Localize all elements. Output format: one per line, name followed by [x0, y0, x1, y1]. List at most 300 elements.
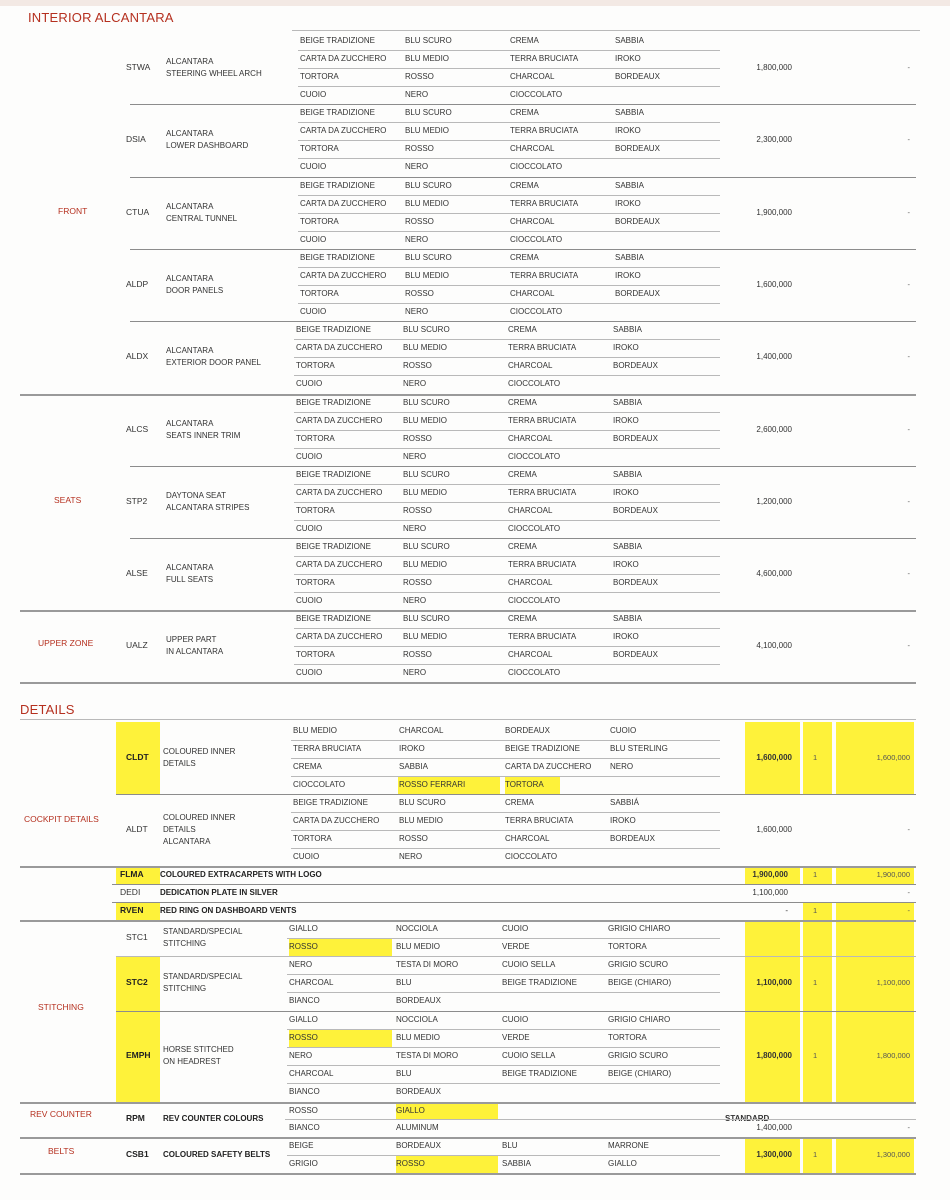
row-divider	[298, 195, 720, 196]
option-description: SEATS INNER TRIM	[166, 431, 241, 440]
colour-option: BEIGE TRADIZIONE	[300, 253, 375, 262]
colour-option: CREMA	[510, 108, 539, 117]
section-divider	[20, 866, 916, 868]
colour-option: SABBIA	[615, 181, 644, 190]
colour-option: TORTORA	[296, 361, 335, 370]
option-price: 1,900,000	[756, 208, 792, 217]
colour-option: BORDEAUX	[610, 834, 655, 843]
colour-option: BORDEAUX	[613, 506, 658, 515]
section-divider	[20, 920, 916, 922]
colour-option: NERO	[403, 452, 427, 461]
option-description: HORSE STITCHED	[163, 1045, 234, 1054]
colour-option: BLU SCURO	[403, 470, 450, 479]
colour-option: BORDEAUX	[396, 996, 441, 1005]
colour-option: BORDEAUX	[613, 578, 658, 587]
colour-option: BEIGE TRADIZIONE	[293, 798, 368, 807]
colour-option: IROKO	[615, 271, 641, 280]
option-total: -	[907, 825, 910, 834]
option-description: DEDICATION PLATE IN SILVER	[160, 888, 278, 897]
option-price: 4,600,000	[756, 569, 792, 578]
section-divider	[20, 682, 916, 684]
row-divider	[294, 339, 720, 340]
colour-option: CIOCCOLATO	[508, 524, 561, 533]
colour-option: CHARCOAL	[508, 506, 553, 515]
section-divider	[20, 394, 916, 396]
option-description: DETAILS	[163, 825, 196, 834]
colour-option: VERDE	[502, 1033, 530, 1042]
row-divider	[287, 938, 720, 939]
colour-option: TORTORA	[293, 834, 332, 843]
colour-option: CHARCOAL	[399, 726, 444, 735]
row-divider	[294, 520, 720, 521]
colour-option: CREMA	[508, 325, 537, 334]
colour-option: BLU MEDIO	[396, 942, 441, 951]
colour-option: CIOCCOLATO	[505, 852, 558, 861]
colour-option: ROSSO	[403, 434, 432, 443]
colour-option: TESTA DI MORO	[396, 960, 459, 969]
section-divider	[130, 177, 916, 178]
option-description: STITCHING	[163, 984, 207, 993]
colour-option: BEIGE TRADIZIONE	[502, 978, 577, 987]
colour-option: TERRA BRUCIATA	[510, 271, 579, 280]
option-total: -	[907, 641, 910, 650]
colour-option: CUOIO	[296, 452, 323, 461]
option-code: ALDT	[126, 824, 148, 834]
row-divider	[298, 68, 720, 69]
row-divider	[291, 830, 720, 831]
colour-option: CARTA DA ZUCCHERO	[300, 54, 387, 63]
colour-option: BEIGE TRADIZIONE	[296, 470, 371, 479]
colour-option: IROKO	[613, 560, 639, 569]
option-total: -	[907, 352, 910, 361]
option-description: REV COUNTER COLOURS	[163, 1114, 264, 1123]
option-code: CTUA	[126, 207, 150, 217]
colour-option: SABBIA	[613, 542, 642, 551]
colour-option: NERO	[405, 90, 429, 99]
option-description: STANDARD/SPECIAL	[163, 927, 243, 936]
option-description: ALCANTARA	[166, 563, 214, 572]
option-code: ALCS	[126, 424, 149, 434]
colour-option: CUOIO	[296, 379, 323, 388]
option-code: STC2	[126, 977, 148, 987]
colour-option: TERRA BRUCIATA	[505, 816, 574, 825]
colour-option: CUOIO	[293, 852, 320, 861]
colour-option: CIOCCOLATO	[510, 162, 563, 171]
colour-option: GRIGIO CHIARO	[608, 1015, 671, 1024]
colour-option: CUOIO	[296, 524, 323, 533]
colour-option: SABBIA	[613, 325, 642, 334]
option-description: COLOURED INNER	[163, 747, 236, 756]
colour-option: TORTORA	[300, 217, 339, 226]
section-divider	[130, 249, 916, 250]
colour-option: BLU	[396, 1069, 412, 1078]
colour-option: CHARCOAL	[508, 434, 553, 443]
colour-option: TORTORA	[296, 434, 335, 443]
colour-option: BORDEAUX	[396, 1141, 441, 1150]
colour-option: IROKO	[613, 488, 639, 497]
option-code: RVEN	[120, 905, 144, 915]
colour-option: CUOIO	[300, 90, 327, 99]
section-title-interior: INTERIOR ALCANTARA	[28, 10, 174, 25]
option-description: ALCANTARA	[166, 274, 214, 283]
option-price: 1,800,000	[756, 1051, 792, 1060]
colour-option: CHARCOAL	[289, 1069, 334, 1078]
option-price: 1,300,000	[756, 1150, 792, 1159]
colour-option: TORTORA	[608, 942, 647, 951]
colour-option: TERRA BRUCIATA	[293, 744, 362, 753]
row-divider	[294, 664, 720, 665]
row-divider	[287, 1065, 720, 1066]
colour-option: ROSSO	[405, 217, 434, 226]
section-divider	[130, 321, 916, 322]
row-divider	[294, 646, 720, 647]
colour-option: CIOCCOLATO	[508, 596, 561, 605]
option-quantity: 1	[813, 870, 818, 879]
section-divider	[130, 466, 916, 467]
colour-option: CIOCCOLATO	[508, 452, 561, 461]
colour-option: BLU MEDIO	[405, 271, 450, 280]
colour-option: TERRA BRUCIATA	[510, 126, 579, 135]
row-divider	[287, 974, 720, 975]
row-divider	[298, 213, 720, 214]
row-divider	[287, 1083, 720, 1084]
colour-option: TORTORA	[505, 780, 544, 789]
option-total: -	[907, 497, 910, 506]
section-divider	[20, 1102, 916, 1104]
group-label: REV COUNTER	[30, 1109, 92, 1119]
colour-option: CREMA	[293, 762, 322, 771]
colour-option: GIALLO	[608, 1159, 637, 1168]
section-divider	[116, 1011, 916, 1012]
colour-option: CHARCOAL	[510, 289, 555, 298]
colour-option: CARTA DA ZUCCHERO	[296, 416, 383, 425]
colour-option: TORTORA	[608, 1033, 647, 1042]
colour-option: NERO	[289, 1051, 313, 1060]
row-divider	[294, 375, 720, 376]
colour-option: BORDEAUX	[613, 434, 658, 443]
colour-option: BLU MEDIO	[403, 343, 448, 352]
colour-option: ROSSO	[405, 144, 434, 153]
colour-option: CHARCOAL	[289, 978, 334, 987]
colour-option: SABBIA	[615, 108, 644, 117]
colour-option: TERRA BRUCIATA	[510, 199, 579, 208]
colour-option: GIALLO	[289, 1015, 318, 1024]
row-divider	[298, 122, 720, 123]
option-price: 2,300,000	[756, 135, 792, 144]
option-description: ALCANTARA	[166, 129, 214, 138]
option-total: 1,800,000	[876, 1051, 910, 1060]
colour-option: BLU SCURO	[405, 108, 452, 117]
colour-option: BEIGE TRADIZIONE	[296, 614, 371, 623]
option-quantity: 1	[813, 906, 818, 915]
option-code: DEDI	[120, 887, 141, 897]
colour-option: CIOCCOLATO	[508, 379, 561, 388]
option-price: -	[785, 906, 788, 915]
colour-option: NERO	[403, 596, 427, 605]
colour-option: BLU SCURO	[403, 398, 450, 407]
colour-option: TESTA DI MORO	[396, 1051, 459, 1060]
section-divider	[112, 884, 916, 885]
colour-option: CUOIO	[296, 668, 323, 677]
colour-option: IROKO	[615, 126, 641, 135]
colour-option: GIALLO	[396, 1106, 425, 1115]
option-code: STP2	[126, 496, 148, 506]
row-divider	[291, 758, 720, 759]
colour-option: IROKO	[615, 199, 641, 208]
option-description: DETAILS	[163, 759, 196, 768]
colour-option: CIOCCOLATO	[510, 90, 563, 99]
option-description: ALCANTARA	[163, 837, 211, 846]
colour-option: ROSSO	[403, 361, 432, 370]
colour-option: BLU SCURO	[405, 181, 452, 190]
option-total: -	[907, 63, 910, 72]
option-price: 1,600,000	[756, 753, 792, 762]
section-divider	[285, 1119, 916, 1120]
colour-option: ALUMINUM	[396, 1123, 439, 1132]
colour-option: BLU STERLING	[610, 744, 668, 753]
option-description: STEERING WHEEL ARCH	[166, 69, 262, 78]
option-description: RED RING ON DASHBOARD VENTS	[160, 906, 297, 915]
option-description: ALCANTARA	[166, 202, 214, 211]
highlight-mark	[803, 866, 832, 884]
option-price: 1,800,000	[756, 63, 792, 72]
option-total: 1,100,000	[876, 978, 910, 987]
colour-option: CARTA DA ZUCCHERO	[300, 199, 387, 208]
highlight-mark	[803, 722, 832, 794]
option-total: -	[907, 1122, 910, 1132]
option-price: 1,400,000	[756, 1122, 792, 1132]
colour-option: CHARCOAL	[508, 578, 553, 587]
row-divider	[287, 1155, 720, 1156]
colour-option: CIOCCOLATO	[508, 668, 561, 677]
colour-option: ROSSO	[405, 72, 434, 81]
colour-option: BLU SCURO	[405, 36, 452, 45]
colour-option: BEIGE TRADIZIONE	[300, 108, 375, 117]
colour-option: CUOIO	[610, 726, 637, 735]
colour-option: CHARCOAL	[510, 217, 555, 226]
colour-option: BIANCO	[289, 996, 320, 1005]
section-divider	[20, 1137, 916, 1139]
option-code: EMPH	[126, 1050, 151, 1060]
option-code: FLMA	[120, 869, 144, 879]
colour-option: NERO	[289, 960, 313, 969]
option-description: STITCHING	[163, 939, 207, 948]
row-divider	[287, 1029, 720, 1030]
colour-option: CREMA	[508, 542, 537, 551]
row-divider	[294, 628, 720, 629]
colour-option: BIANCO	[289, 1123, 320, 1132]
colour-option: ROSSO	[289, 1106, 318, 1115]
colour-option: TERRA BRUCIATA	[508, 416, 577, 425]
option-total: -	[907, 906, 910, 915]
colour-option: CUOIO SELLA	[502, 1051, 556, 1060]
colour-option: BLU MEDIO	[405, 199, 450, 208]
colour-option: BLU MEDIO	[293, 726, 338, 735]
option-description: CENTRAL TUNNEL	[166, 214, 238, 223]
colour-option: CARTA DA ZUCCHERO	[293, 816, 380, 825]
option-quantity: 1	[813, 978, 818, 987]
row-divider	[294, 592, 720, 593]
colour-option: BLU	[502, 1141, 518, 1150]
option-description: IN ALCANTARA	[166, 647, 224, 656]
colour-option: BORDEAUX	[613, 361, 658, 370]
colour-option: BORDEAUX	[615, 144, 660, 153]
colour-option: NERO	[405, 307, 429, 316]
option-code: DSIA	[126, 134, 146, 144]
row-divider	[294, 448, 720, 449]
colour-option: CARTA DA ZUCCHERO	[505, 762, 592, 771]
colour-option: CREMA	[508, 398, 537, 407]
colour-option: BORDEAUX	[505, 726, 550, 735]
row-divider	[298, 158, 720, 159]
colour-option: SABBIA	[613, 470, 642, 479]
group-label: COCKPIT DETAILS	[24, 814, 99, 824]
colour-option: CREMA	[508, 470, 537, 479]
section-title-details: DETAILS	[20, 702, 75, 717]
option-total: -	[907, 208, 910, 217]
colour-option: CIOCCOLATO	[510, 235, 563, 244]
row-divider	[298, 285, 720, 286]
colour-option: CHARCOAL	[508, 650, 553, 659]
colour-option: BLU MEDIO	[405, 54, 450, 63]
colour-option: CARTA DA ZUCCHERO	[296, 488, 383, 497]
option-price: 1,900,000	[752, 870, 788, 879]
colour-option: NERO	[405, 162, 429, 171]
highlight-mark	[803, 1137, 832, 1173]
colour-option: CREMA	[508, 614, 537, 623]
option-description: ALCANTARA	[166, 57, 214, 66]
option-total: 1,900,000	[876, 870, 910, 879]
section-divider	[20, 1173, 916, 1175]
row-divider	[294, 430, 720, 431]
colour-option: NOCCIOLA	[396, 924, 438, 933]
colour-option: CARTA DA ZUCCHERO	[296, 560, 383, 569]
colour-option: BLU MEDIO	[403, 488, 448, 497]
colour-option: BORDEAUX	[615, 289, 660, 298]
option-total: -	[907, 135, 910, 144]
row-divider	[298, 50, 720, 51]
row-divider	[298, 303, 720, 304]
row-divider	[291, 848, 720, 849]
row-divider	[287, 1047, 720, 1048]
row-divider	[298, 267, 720, 268]
section-divider	[130, 538, 916, 539]
colour-option: BLU SCURO	[399, 798, 446, 807]
option-quantity: 1	[813, 1051, 818, 1060]
row-divider	[298, 140, 720, 141]
colour-option: BEIGE TRADIZIONE	[502, 1069, 577, 1078]
colour-option: BLU MEDIO	[405, 126, 450, 135]
colour-option: BEIGE TRADIZIONE	[505, 744, 580, 753]
colour-option: CUOIO	[300, 307, 327, 316]
colour-option: BLU MEDIO	[403, 632, 448, 641]
colour-option: IROKO	[613, 343, 639, 352]
colour-option: SABBIA	[613, 614, 642, 623]
option-price: 4,100,000	[756, 641, 792, 650]
colour-option: CREMA	[505, 798, 534, 807]
colour-option: CHARCOAL	[510, 72, 555, 81]
colour-option: TORTORA	[300, 144, 339, 153]
option-description: EXTERIOR DOOR PANEL	[166, 358, 261, 367]
option-code: RPM	[126, 1113, 145, 1123]
row-divider	[298, 86, 720, 87]
option-quantity: 1	[813, 1150, 818, 1159]
colour-option: ROSSO FERRARI	[399, 780, 466, 789]
colour-option: BEIGE TRADIZIONE	[296, 398, 371, 407]
option-description: COLOURED EXTRACARPETS WITH LOGO	[160, 870, 322, 879]
colour-option: CARTA DA ZUCCHERO	[300, 271, 387, 280]
colour-option: BLU SCURO	[405, 253, 452, 262]
row-divider	[294, 556, 720, 557]
colour-option: BORDEAUX	[396, 1087, 441, 1096]
colour-option: ROSSO	[396, 1159, 425, 1168]
section-divider	[112, 902, 916, 903]
row-divider	[294, 574, 720, 575]
colour-option: ROSSO	[403, 578, 432, 587]
colour-option: BEIGE (CHIARO)	[608, 978, 672, 987]
colour-option: CIOCCOLATO	[510, 307, 563, 316]
option-code: ALSE	[126, 568, 148, 578]
colour-option: ROSSO	[399, 834, 428, 843]
colour-option: BEIGE TRADIZIONE	[300, 36, 375, 45]
colour-option: BEIGE	[289, 1141, 314, 1150]
colour-option: BORDEAUX	[615, 72, 660, 81]
colour-option: BORDEAUX	[615, 217, 660, 226]
colour-option: BLU SCURO	[403, 542, 450, 551]
option-description: COLOURED INNER	[163, 813, 236, 822]
colour-option: IROKO	[613, 632, 639, 641]
group-label: STITCHING	[38, 1002, 84, 1012]
colour-option: NOCCIOLA	[396, 1015, 438, 1024]
colour-option: CIOCCOLATO	[293, 780, 346, 789]
option-description: STANDARD/SPECIAL	[163, 972, 243, 981]
option-description: ALCANTARA	[166, 419, 214, 428]
section-divider	[20, 610, 916, 612]
option-description: FULL SEATS	[166, 575, 214, 584]
colour-option: TORTORA	[296, 578, 335, 587]
colour-option: GRIGIO SCURO	[608, 960, 669, 969]
option-description: ALCANTARA	[166, 346, 214, 355]
group-label: UPPER ZONE	[38, 638, 94, 648]
colour-option: BLU MEDIO	[399, 816, 444, 825]
colour-option: CARTA DA ZUCCHERO	[300, 126, 387, 135]
colour-option: MARRONE	[608, 1141, 649, 1150]
colour-option: NERO	[399, 852, 423, 861]
option-description: ALCANTARA STRIPES	[166, 503, 250, 512]
colour-option: IROKO	[613, 416, 639, 425]
colour-option: CARTA DA ZUCCHERO	[296, 632, 383, 641]
option-description: DOOR PANELS	[166, 286, 224, 295]
option-total: -	[907, 425, 910, 434]
option-code: STC1	[126, 932, 148, 942]
page-top-band	[0, 0, 950, 6]
colour-option: CUOIO	[502, 1015, 529, 1024]
colour-option: BLU	[396, 978, 412, 987]
option-quantity: 1	[813, 753, 818, 762]
group-label: FRONT	[58, 206, 88, 216]
row-divider	[291, 812, 720, 813]
colour-option: BLU SCURO	[403, 325, 450, 334]
option-description: COLOURED SAFETY BELTS	[163, 1150, 271, 1159]
option-price: 1,200,000	[756, 497, 792, 506]
option-code: ALDP	[126, 279, 149, 289]
colour-option: ROSSO	[405, 289, 434, 298]
colour-option: BEIGE TRADIZIONE	[296, 542, 371, 551]
colour-option: TERRA BRUCIATA	[508, 632, 577, 641]
colour-option: BORDEAUX	[613, 650, 658, 659]
row-divider	[294, 484, 720, 485]
option-price: 1,100,000	[756, 978, 792, 987]
